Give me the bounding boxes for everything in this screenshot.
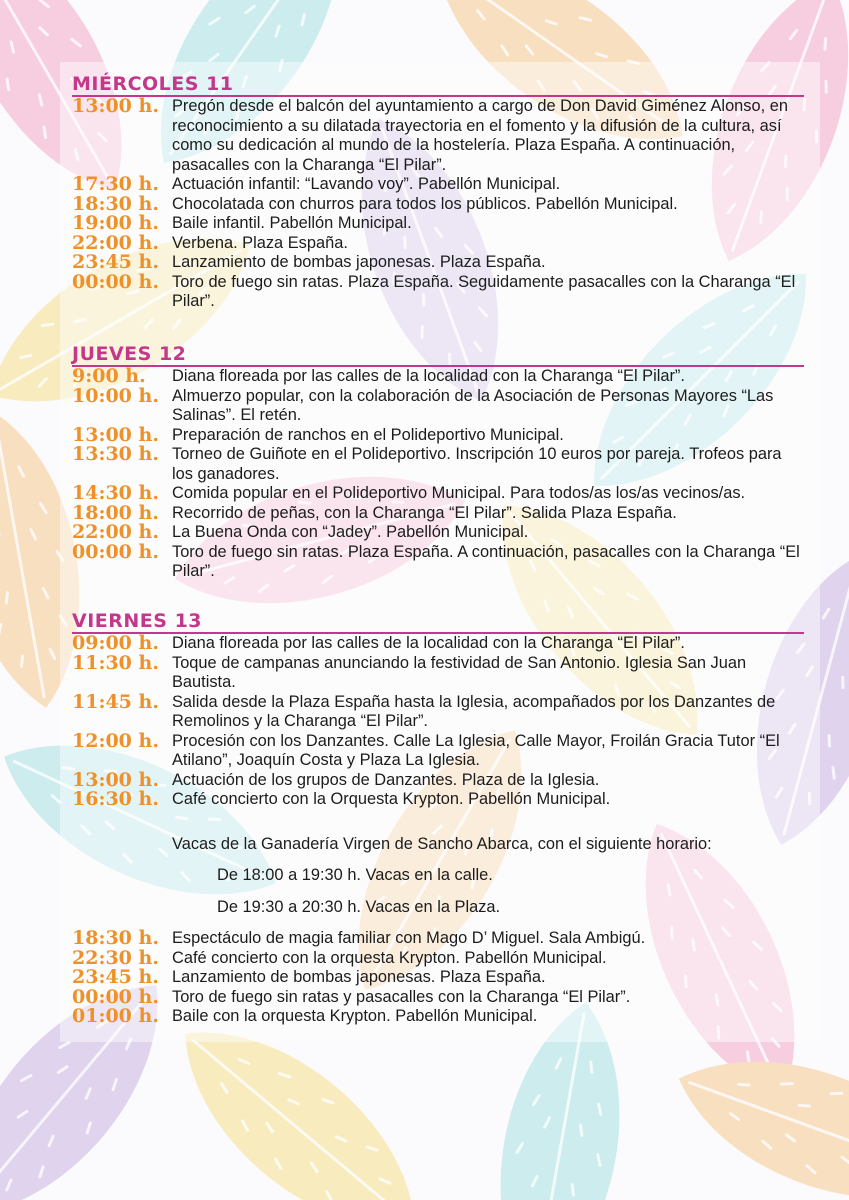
cows-slot: De 19:30 a 20:30 h. Vacas en la Plaza. [217, 898, 501, 916]
entry-time: 18:00 h. [72, 501, 159, 524]
entry-time: 13:00 h. [72, 95, 159, 117]
entry-text: Verbena. Plaza España. [172, 233, 348, 252]
entry-text: Toro de fuego sin ratas y pasacalles con la Charanga “El Pilar”. [172, 987, 631, 1006]
entry-time: 12:00 h. [72, 729, 159, 752]
entry-text: Café concierto con la orquesta Krypton. Pabellón Municipal. [172, 948, 607, 967]
entry-text: Diana floreada por las calles de la localidad con la Charanga “El Pilar”. [172, 634, 685, 652]
entry-text: Actuación infantil: “Lavando voy”. Pabellón Municipal. [172, 175, 561, 193]
schedule-entry [72, 651, 804, 693]
entry-text: Café concierto con la Orquesta Krypton. Pabellón Municipal. [172, 790, 611, 808]
schedule-entry [72, 484, 804, 504]
entry-text: Toro de fuego sin ratas. Plaza España. Seguidamente pasacalles con la Charanga “El Pilar”. [172, 272, 796, 310]
entry-text: Almuerzo popular, con la colaboración de la Asociación de Personas Mayores “Las Salinas”. El retén. [172, 386, 774, 424]
entry-text: Recorrido de peñas, con la Charanga “El Pilar”. Salida Plaza España. [172, 503, 677, 522]
entry-text: Toro de fuego sin ratas. Plaza España. A continuación, pasacalles con la Charanga “El Pilar”. [172, 542, 800, 580]
schedule-entry [72, 384, 804, 426]
schedule-entry [72, 270, 804, 312]
entry-time: 10:00 h. [72, 384, 159, 407]
entry-time: 17:30 h. [72, 173, 159, 195]
entry-time: 19:00 h. [72, 212, 159, 234]
entry-time: 22:00 h. [72, 521, 159, 543]
entry-time: 13:00 h. [72, 768, 159, 791]
entry-time: 14:30 h. [72, 482, 159, 504]
schedule-entry [72, 968, 804, 988]
entry-text: Diana floreada por las calles de la localidad con la Charanga “El Pilar”. [172, 367, 685, 385]
entry-text: La Buena Onda con “Jadey”. Pabellón Municipal. [172, 523, 529, 541]
entry-time: 22:00 h. [72, 231, 159, 254]
entry-time: 13:00 h. [72, 423, 159, 446]
schedule-entry [72, 175, 804, 195]
day-wednesday [72, 74, 804, 312]
schedule-entry [72, 768, 804, 791]
schedule-entry [72, 423, 804, 446]
schedule-entry [72, 1007, 804, 1027]
schedule-entry [72, 367, 804, 387]
entry-time: 09:00 h. [72, 632, 159, 654]
schedule-entry [72, 540, 804, 582]
schedule-entry [72, 523, 804, 543]
schedule-entry [72, 253, 804, 273]
entry-text: Toque de campanas anunciando la festividad de San Antonio. Iglesia San Juan Bautista. [172, 653, 747, 691]
schedule-entry [72, 790, 804, 810]
schedule-entry [72, 192, 804, 215]
day-title: JUEVES 12 [72, 344, 804, 367]
entry-text: Chocolatada con churros para todos los públicos. Pabellón Municipal. [172, 194, 678, 213]
day-friday [72, 611, 804, 810]
cows-slot: De 18:00 a 19:30 h. Vacas en la calle. [217, 866, 493, 884]
cows-intro: Vacas de la Ganadería Virgen de Sancho Abarca, con el siguiente horario: [172, 835, 712, 853]
entry-text: Torneo de Guiñote en el Polideportivo. Inscripción 10 euros por pareja. Trofeos para los ganadores. [172, 445, 782, 483]
day-friday-evening [72, 929, 804, 1027]
entry-text: Lanzamiento de bombas japonesas. Plaza España. [172, 968, 546, 986]
entry-text: Preparación de ranchos en el Polideportivo Municipal. [172, 425, 564, 444]
schedule-entry [72, 97, 804, 175]
schedule-entry [72, 445, 804, 484]
entry-time: 13:30 h. [72, 443, 159, 465]
schedule-entry [72, 690, 804, 732]
entry-time: 23:45 h. [72, 966, 159, 988]
entry-time: 18:30 h. [72, 927, 159, 949]
schedule-entry [72, 729, 804, 771]
day-title: MIÉRCOLES 11 [72, 74, 804, 97]
schedule-entry [72, 214, 804, 234]
schedule-entry [72, 231, 804, 254]
entry-time: 23:45 h. [72, 251, 159, 273]
day-thursday [72, 344, 804, 582]
entry-text: Actuación de los grupos de Danzantes. Plaza de la Iglesia. [172, 770, 600, 789]
schedule-entry [72, 985, 804, 1008]
entry-text: Baile con la orquesta Krypton. Pabellón Municipal. [172, 1007, 538, 1025]
entry-text: Baile infantil. Pabellón Municipal. [172, 214, 412, 232]
entry-time: 00:00 h. [72, 270, 159, 293]
entry-time: 11:30 h. [72, 651, 159, 674]
schedule-entry [72, 929, 804, 949]
entry-text: Salida desde la Plaza España hasta la Iglesia, acompañados por los Danzantes de Remolinos y la Charanga “El Pilar”. [172, 692, 776, 730]
entry-text: Lanzamiento de bombas japonesas. Plaza España. [172, 253, 546, 271]
entry-text: Procesión con los Danzantes. Calle La Iglesia, Calle Mayor, Froilán Gracia Tutor “El Atilano”, Joaquín Costa y Plaza La Iglesia. [172, 731, 780, 769]
entry-time: 00:00 h. [72, 985, 159, 1008]
entry-time: 22:30 h. [72, 946, 159, 969]
schedule-entry [72, 946, 804, 969]
entry-time: 18:30 h. [72, 192, 159, 215]
day-title: VIERNES 13 [72, 611, 804, 634]
entry-time: 01:00 h. [72, 1005, 159, 1027]
entry-text: Pregón desde el balcón del ayuntamiento a cargo de Don David Giménez Alonso, en reconocimiento a su dilatada trayectoria en el fomento y la difusión de la cultura, así como su dedicación al mundo de la hostelería. Plaza España. A continuación, pasacalles con la Charanga “El Pilar”. [172, 97, 788, 174]
entry-text: Comida popular en el Polideportivo Municipal. Para todos/as los/as vecinos/as. [172, 484, 746, 502]
entry-time: 16:30 h. [72, 788, 159, 810]
entry-time: 11:45 h. [72, 690, 159, 713]
schedule-entry [72, 634, 804, 654]
entry-time: 00:00 h. [72, 540, 159, 563]
entry-time: 9:00 h. [72, 365, 146, 387]
schedule-entry [72, 501, 804, 524]
entry-text: Espectáculo de magia familiar con Mago D’ Miguel. Sala Ambigú. [172, 929, 646, 947]
